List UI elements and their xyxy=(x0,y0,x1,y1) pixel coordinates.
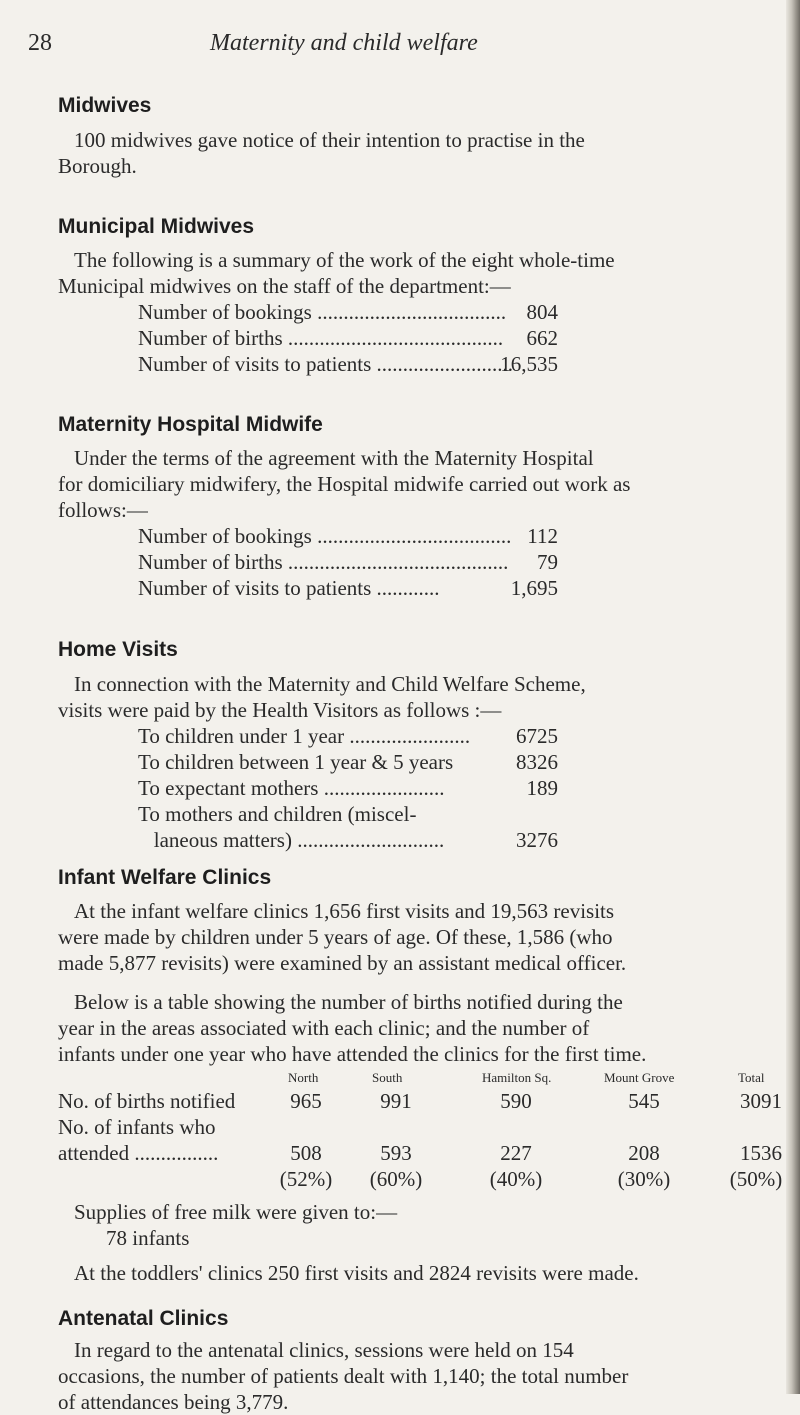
hospital-midwife-heading: Maternity Hospital Midwife xyxy=(58,413,323,436)
table-cell: (40%) xyxy=(489,1167,543,1191)
row-label: attended ................ xyxy=(58,1141,219,1165)
midwives-text-line-2: Borough. xyxy=(58,154,137,178)
municipal-item-value: 804 xyxy=(526,300,558,324)
page-number: 28 xyxy=(28,30,52,56)
home-visits-item-label: To expectant mothers ....................... xyxy=(138,776,445,800)
home-visits-item-value: 189 xyxy=(526,776,558,800)
home-visits-text-line-1: In connection with the Maternity and Child Welfare Scheme, xyxy=(74,672,586,696)
midwives-text-line-1: 100 midwives gave notice of their intention to practise in the xyxy=(74,128,585,152)
home-visits-item-row xyxy=(138,775,558,801)
column-header: Mount Grove xyxy=(604,1070,675,1085)
table-cell: 208 xyxy=(628,1141,660,1165)
table-cell: 227 xyxy=(500,1141,532,1165)
column-header: Total xyxy=(738,1070,765,1085)
column-header: North xyxy=(288,1070,319,1085)
municipal-item-value: 16,535 xyxy=(500,352,558,376)
hospital-item-row xyxy=(138,575,558,601)
toddlers-clinics-line: At the toddlers' clinics 250 first visits and 2824 revisits were made. xyxy=(74,1261,639,1285)
home-visits-text-line-2: visits were paid by the Health Visitors as follows :— xyxy=(58,698,502,722)
hospital-item-row xyxy=(138,523,558,549)
home-visits-heading: Home Visits xyxy=(58,638,178,661)
milk-supplies-line-1: Supplies of free milk were given to:— xyxy=(74,1200,398,1224)
page-edge-shadow xyxy=(786,0,800,1394)
infant-text-line-1: At the infant welfare clinics 1,656 first visits and 19,563 revisits xyxy=(74,899,615,923)
municipal-item-value: 662 xyxy=(526,326,558,350)
hospital-text-line-1: Under the terms of the agreement with the Maternity Hospital xyxy=(74,446,594,470)
municipal-item-label: Number of visits to patients .......................... xyxy=(138,352,514,376)
home-visits-item-row xyxy=(138,801,558,827)
home-visits-item-row xyxy=(138,723,558,749)
column-header: Hamilton Sq. xyxy=(482,1070,552,1085)
municipal-item-label: Number of births ......................................... xyxy=(138,326,504,350)
municipal-text-line-1: The following is a summary of the work of the eight whole-time xyxy=(74,248,615,272)
hospital-item-row xyxy=(138,549,558,575)
municipal-item-label: Number of bookings .................................... xyxy=(138,300,507,324)
home-visits-item-row xyxy=(138,827,558,853)
table-cell: 508 xyxy=(290,1141,322,1165)
row-label: No. of infants who xyxy=(58,1115,216,1139)
municipal-midwives-heading: Municipal Midwives xyxy=(58,215,255,238)
hospital-item-value: 79 xyxy=(537,550,558,574)
running-title: Maternity and child welfare xyxy=(210,30,478,56)
infant-text-line-4: Below is a table showing the number of births notified during the xyxy=(74,990,623,1014)
milk-supplies-line-2: 78 infants xyxy=(106,1226,190,1250)
home-visits-item-row xyxy=(138,749,558,775)
home-visits-item-label: To children under 1 year ....................... xyxy=(138,724,471,748)
home-visits-item-label: laneous matters) ............................ xyxy=(138,828,445,852)
table-cell: 590 xyxy=(500,1089,532,1113)
antenatal-heading: Antenatal Clinics xyxy=(58,1307,229,1330)
table-cell: (52%) xyxy=(279,1167,333,1191)
table-cell: 593 xyxy=(380,1141,412,1165)
home-visits-item-label: To children between 1 year & 5 years xyxy=(138,750,454,774)
antenatal-text-line-3: of attendances being 3,779. xyxy=(58,1390,289,1414)
table-cell: (60%) xyxy=(369,1167,423,1191)
page-header xyxy=(28,30,788,60)
infant-text-line-2: were made by children under 5 years of age. Of these, 1,586 (who xyxy=(58,925,613,949)
home-visits-item-value: 3276 xyxy=(516,828,558,852)
infant-text-line-3: made 5,877 revisits) were examined by an assistant medical officer. xyxy=(58,951,627,975)
table-cell: 3091 xyxy=(740,1089,782,1113)
municipal-item-row xyxy=(138,351,558,377)
hospital-item-label: Number of births .......................................... xyxy=(138,550,509,574)
antenatal-text-line-2: occasions, the number of patients dealt with 1,140; the total number xyxy=(58,1364,629,1388)
table-cell: 1536 xyxy=(740,1141,782,1165)
infant-text-line-5: year in the areas associated with each clinic; and the number of xyxy=(58,1016,590,1040)
municipal-text-line-2: Municipal midwives on the staff of the department:— xyxy=(58,274,511,298)
row-label: No. of births notified xyxy=(58,1089,236,1113)
hospital-text-line-2: for domiciliary midwifery, the Hospital midwife carried out work as xyxy=(58,472,631,496)
table-cell: 965 xyxy=(290,1089,322,1113)
infant-text-line-6: infants under one year who have attended the clinics for the first time. xyxy=(58,1042,647,1066)
hospital-text-line-3: follows:— xyxy=(58,498,148,522)
table-cell: 991 xyxy=(380,1089,412,1113)
infant-welfare-heading: Infant Welfare Clinics xyxy=(58,866,272,889)
home-visits-item-value: 8326 xyxy=(516,750,558,774)
column-header: South xyxy=(372,1070,403,1085)
hospital-item-value: 1,695 xyxy=(510,576,558,600)
municipal-item-row xyxy=(138,325,558,351)
table-cell: 545 xyxy=(628,1089,660,1113)
table-cell: (50%) xyxy=(729,1167,783,1191)
midwives-heading: Midwives xyxy=(58,94,152,117)
home-visits-item-value: 6725 xyxy=(516,724,558,748)
table-cell: (30%) xyxy=(617,1167,671,1191)
hospital-item-value: 112 xyxy=(527,524,558,548)
hospital-item-label: Number of visits to patients ............ xyxy=(138,576,440,600)
home-visits-item-label: To mothers and children (miscel- xyxy=(138,802,417,826)
municipal-item-row xyxy=(138,299,558,325)
hospital-item-label: Number of bookings ..................................... xyxy=(138,524,512,548)
antenatal-text-line-1: In regard to the antenatal clinics, sessions were held on 154 xyxy=(74,1338,574,1362)
